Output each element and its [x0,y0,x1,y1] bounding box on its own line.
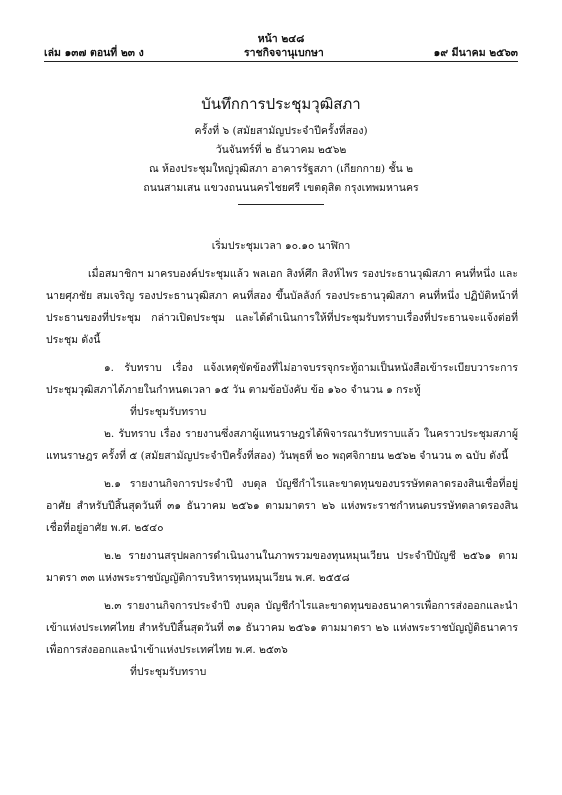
meeting-date: วันจันทร์ที่ ๒ ธันวาคม ๒๕๖๒ [215,144,347,156]
agenda-item-1-result: ที่ประชุมรับทราบ [130,406,207,418]
running-header [44,44,518,60]
agenda-item-2-3: ๒.๓ รายงานกิจการประจำปี งบดุล บัญชีกำไรและขาดทุนของธนาคารเพื่อการส่งออกและนำเข้าแห่งประเทศไทย สำหรับปีสิ้นสุดวันที่ ๓๑ ธันวาคม ๒๕๖๑ ตามมาตรา ๒๖ แห่งพระราชบัญญัติธนาคารเพื่อการส่งออกและนำเข้าแห่งประเทศไทย พ.ศ. ๒๕๓๖ [46,600,518,656]
agenda-item-2: ๒. รับทราบ เรื่อง รายงานซึ่งสภาผู้แทนราษฎรได้พิจารณารับทราบแล้ว ในคราวประชุมสภาผู้แทนราษฎร ครั้งที่ ๕ (สมัยสามัญประจำปีครั้งที่สอง) วันพุธที่ ๒๐ พฤศจิกายน ๒๕๖๒ จำนวน ๓ ฉบับ ดังนี้ [46,428,518,462]
intro-paragraph: เมื่อสมาชิกฯ มาครบองค์ประชุมแล้ว พลเอก สิงห์ศึก สิงห์ไพร รองประธานวุฒิสภา คนที่หนึ่ง และนายศุภชัย สมเจริญ รองประธานวุฒิสภา คนที่สอง ขึ้นบัลลังก์ รองประธานวุฒิสภา คนที่หนึ่ง ปฏิบัติหน้าที่ประธานของที่ประชุม กล่าวเปิดประชุม และได้ดำเนินการให้ที่ประชุมรับทราบเรื่องที่ประธานจะแจ้งต่อที่ประชุม ดังนี้ [46,268,518,346]
title-divider [238,204,324,205]
agenda-item-2-2: ๒.๒ รายงานสรุปผลการดำเนินงานในภาพรวมของทุนหมุนเวียน ประจำปีบัญชี ๒๕๖๑ ตามมาตรา ๓๓ แห่งพระราชบัญญัติการบริหารทุนหมุนเวียน พ.ศ. ๒๕๕๘ [46,550,518,584]
session-line: ครั้งที่ ๖ (สมัยสามัญประจำปีครั้งที่สอง) [194,125,368,137]
gazette-name: ราชกิจจานุเบกษา [244,47,324,59]
agenda-item-2-1: ๒.๑ รายงานกิจการประจำปี งบดุล บัญชีกำไรและขาดทุนของบรรษัทตลาดรองสินเชื่อที่อยู่อาศัย สำหรับปีสิ้นสุดวันที่ ๓๑ ธันวาคม ๒๕๖๑ ตามมาตรา ๒๖ แห่งพระราชกำหนดบรรษัทตลาดรองสินเชื่อที่อยู่อาศัย พ.ศ. ๒๕๔๐ [46,478,518,534]
address-line: ถนนสามเสน แขวงถนนนครไชยศรี เขตดุสิต กรุงเทพมหานคร [143,182,419,194]
volume-issue: เล่ม ๑๓๗ ตอนที่ ๒๓ ง [44,47,144,59]
page-number: หน้า ๒๔๘ [257,33,305,45]
issue-date: ๑๙ มีนาคม ๒๕๖๓ [433,47,518,59]
agenda-item-1: ๑. รับทราบ เรื่อง แจ้งเหตุขัดข้องที่ไม่อาจบรรจุกระทู้ถามเป็นหนังสือเข้าระเบียบวาระการประชุมวุฒิสภาได้ภายในกำหนดเวลา ๑๕ วัน ตามข้อบังคับ ข้อ ๑๖๐ จำนวน ๑ กระทู้ [46,362,518,396]
header-divider [44,61,518,62]
agenda-item-2-result: ที่ประชุมรับทราบ [130,666,207,678]
title-block [0,92,562,205]
document-body [46,263,518,683]
venue-line: ณ ห้องประชุมใหญ่วุฒิสภา อาคารรัฐสภา (เกียกกาย) ชั้น ๒ [148,163,414,175]
document-title: บันทึกการประชุมวุฒิสภา [201,95,361,113]
opening-time: เริ่มประชุมเวลา ๑๐.๑๐ นาฬิกา [211,240,351,252]
